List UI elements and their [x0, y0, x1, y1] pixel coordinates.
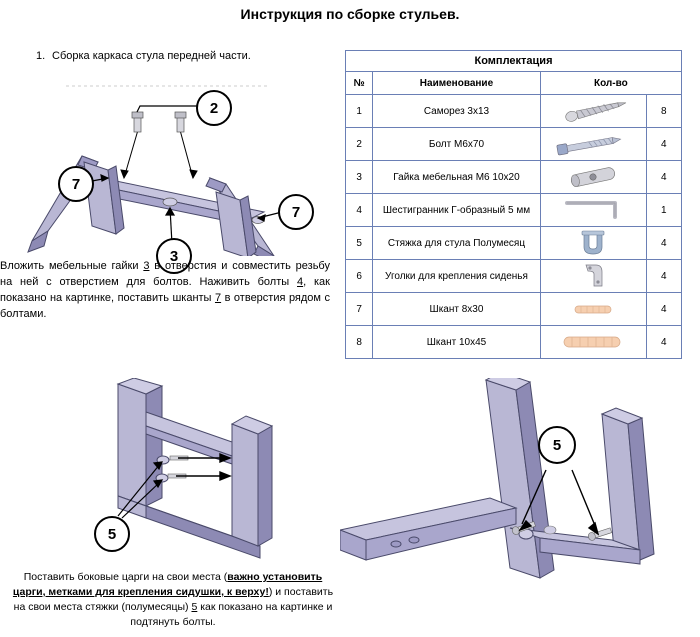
para2-ref-5: 5 — [191, 601, 198, 613]
corner-bracket-icon — [540, 260, 646, 293]
row-number: 3 — [346, 161, 373, 194]
table-row — [346, 128, 682, 161]
table-row — [346, 194, 682, 227]
row-number: 8 — [346, 326, 373, 359]
row-name: Шестигранник Г-образный 5 мм — [373, 194, 540, 227]
row-qty: 4 — [646, 128, 681, 161]
row-name: Болт М6х70 — [373, 128, 540, 161]
parts-table — [345, 50, 682, 359]
row-number: 2 — [346, 128, 373, 161]
crescent-bracket-icon — [540, 227, 646, 260]
para2-part-1: Поставить боковые царги на свои места ( — [23, 571, 228, 583]
side-rails-left-drawing — [10, 378, 330, 568]
para2-part-3: как показано на картинке и подтянуть болты. — [130, 601, 333, 628]
table-header-qty: Кол-во — [540, 72, 681, 95]
row-number: 4 — [346, 194, 373, 227]
callout-3: 3 — [156, 238, 192, 274]
row-name: Стяжка для стула Полумесяц — [373, 227, 540, 260]
row-qty: 4 — [646, 260, 681, 293]
front-frame-drawing — [20, 66, 320, 256]
barrel-nut-icon — [540, 161, 646, 194]
page-title: Инструкция по сборке стульев. — [240, 6, 460, 22]
row-qty: 4 — [646, 326, 681, 359]
step-1-paragraph — [0, 258, 330, 322]
para1-part-2: в отверстия и совместить резьбу на ней с отверстием для болтов. Наживить болты — [0, 260, 330, 288]
step-2-paragraph — [8, 570, 338, 630]
row-number: 6 — [346, 260, 373, 293]
table-header-name: Наименование — [373, 72, 540, 95]
table-row — [346, 161, 682, 194]
dowel-small-icon — [540, 293, 646, 326]
row-name: Шкант 10х45 — [373, 326, 540, 359]
row-name: Шкант 8х30 — [373, 293, 540, 326]
row-name: Уголки для крепления сиденья — [373, 260, 540, 293]
table-row — [346, 227, 682, 260]
row-qty: 4 — [646, 227, 681, 260]
step-1-label: Сборка каркаса стула передней части. — [52, 50, 251, 62]
figure-side-rails-right — [340, 378, 695, 583]
para2-part-2: ) и поставить на свои места стяжки (полумесяцы) — [13, 586, 334, 613]
bolt-icon — [540, 128, 646, 161]
para1-part-1: Вложить мебельные гайки — [0, 260, 144, 272]
row-qty: 1 — [646, 194, 681, 227]
table-header-number: № — [346, 72, 373, 95]
row-name: Саморез 3х13 — [373, 95, 540, 128]
para1-part-4: в отверстия рядом с болтами. — [0, 292, 330, 320]
table-row — [346, 95, 682, 128]
figure-front-frame-assembly — [20, 66, 320, 265]
callout-7-left: 7 — [58, 166, 94, 202]
screw-icon — [540, 95, 646, 128]
para1-part-3: , как показано на картинке, поставить шканты — [0, 276, 330, 304]
callout-2: 2 — [196, 90, 232, 126]
hex-key-icon — [540, 194, 646, 227]
para1-ref-3: 3 — [143, 260, 150, 272]
para2-emphasis: важно установить царги, метками для крепления сидушки, к верху! — [12, 571, 323, 598]
row-number: 1 — [346, 95, 373, 128]
table-row — [346, 293, 682, 326]
table-row — [346, 326, 682, 359]
row-qty: 4 — [646, 293, 681, 326]
row-number: 7 — [346, 293, 373, 326]
callout-5-right: 5 — [538, 426, 576, 464]
table-caption: Комплектация — [346, 51, 682, 72]
callout-7-right: 7 — [278, 194, 314, 230]
para1-ref-4: 4 — [297, 276, 304, 288]
row-qty: 4 — [646, 161, 681, 194]
row-name: Гайка мебельная М6 10х20 — [373, 161, 540, 194]
figure-side-rails-left — [10, 378, 330, 568]
step-1-number: 1. — [36, 50, 46, 62]
row-qty: 8 — [646, 95, 681, 128]
table-row — [346, 260, 682, 293]
dowel-large-icon — [540, 326, 646, 359]
side-rails-right-drawing — [340, 378, 695, 583]
para1-ref-7: 7 — [214, 292, 222, 304]
callout-5-left: 5 — [94, 516, 130, 552]
row-number: 5 — [346, 227, 373, 260]
